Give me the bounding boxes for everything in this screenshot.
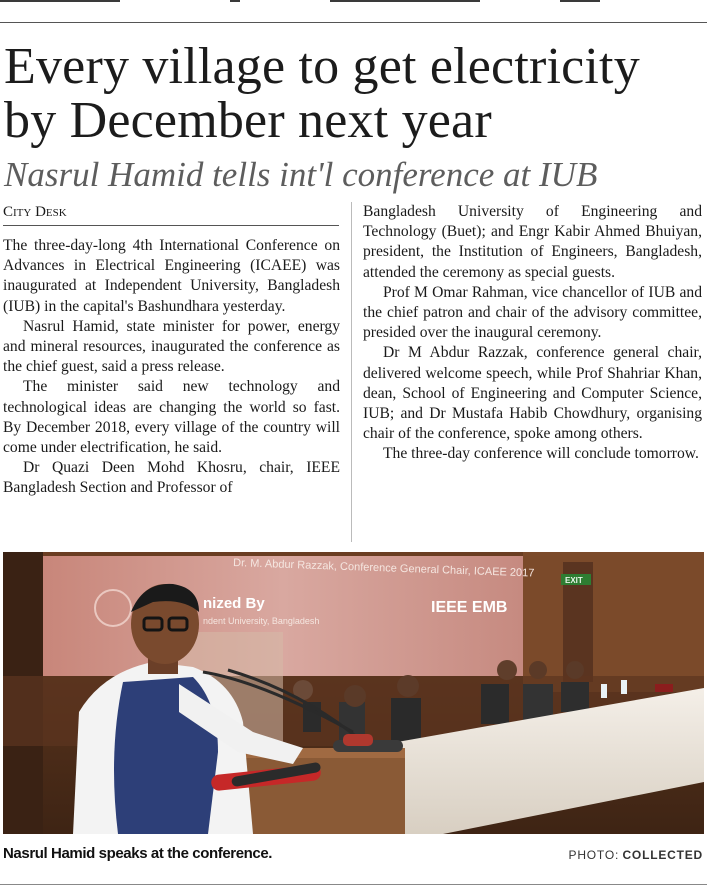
paragraph: Dr Quazi Deen Mohd Khosru, chair, IEEE Bangladesh Section and Professor of [3, 459, 340, 497]
banner-organized-text: nized By [203, 595, 265, 612]
photo-credit-label: PHOTO: [568, 848, 620, 862]
paragraph: The three-day-long 4th International Conference on Advances in Electrical Engineering (ICAEE) was inaugurated at Independent University, Bangladesh (IUB) in the capital's Bashundhara yesterday. [3, 237, 340, 315]
news-photo [3, 552, 704, 834]
bottom-divider [0, 884, 707, 885]
byline: City Desk [3, 204, 67, 220]
paragraph: Prof M Omar Rahman, vice chancellor of IUB and the chief patron and chair of the advisory committee, presided over the inaugural ceremony. [363, 283, 702, 342]
byline-divider [3, 225, 339, 226]
previous-article-fragment [0, 0, 707, 6]
banner-sponsor-text: IEEE EMB [431, 599, 508, 616]
paragraph: The minister said new technology and technological ideas are changing the world so fast. By December 2018, every village of the country will come under electrification, he said. [3, 378, 340, 457]
article-column-left [3, 236, 340, 499]
paragraph: The three-day conference will conclude tomorrow. [383, 445, 699, 463]
banner-text: Dr. M. Abdur Razzak, Conference General Chair, ICAEE 2017 [232, 557, 535, 580]
article-column-right [363, 202, 702, 465]
paragraph: Bangladesh University of Engineering and Technology (Buet); and Engr Kabir Ahmed Bhuiyan, president, the Institution of Engineers, Bangladesh, attended the ceremony as special guests. [363, 203, 702, 281]
photo-credit [569, 848, 703, 862]
subheadline: Nasrul Hamid tells int'l conference at IUB [4, 155, 598, 194]
exit-sign: EXIT [565, 576, 583, 585]
photo-caption: Nasrul Hamid speaks at the conference. [3, 845, 273, 862]
top-divider [0, 22, 707, 23]
headline: Every village to get electricity by December next year [4, 38, 640, 149]
banner-organizer-name: ndent University, Bangladesh [203, 616, 320, 626]
paragraph: Nasrul Hamid, state minister for power, energy and mineral resources, inaugurated the conference as the chief guest, said a press release. [3, 317, 340, 376]
paragraph: Dr M Abdur Razzak, conference general chair, delivered welcome speech, while Prof Shahriar Khan, dean, School of Engineering and Computer Science, IUB; and Dr Mustafa Habib Chowdhury, organising chair of the conference, spoke among others. [363, 344, 702, 443]
photo-credit-source: COLLECTED [622, 848, 703, 862]
column-divider [351, 202, 352, 542]
